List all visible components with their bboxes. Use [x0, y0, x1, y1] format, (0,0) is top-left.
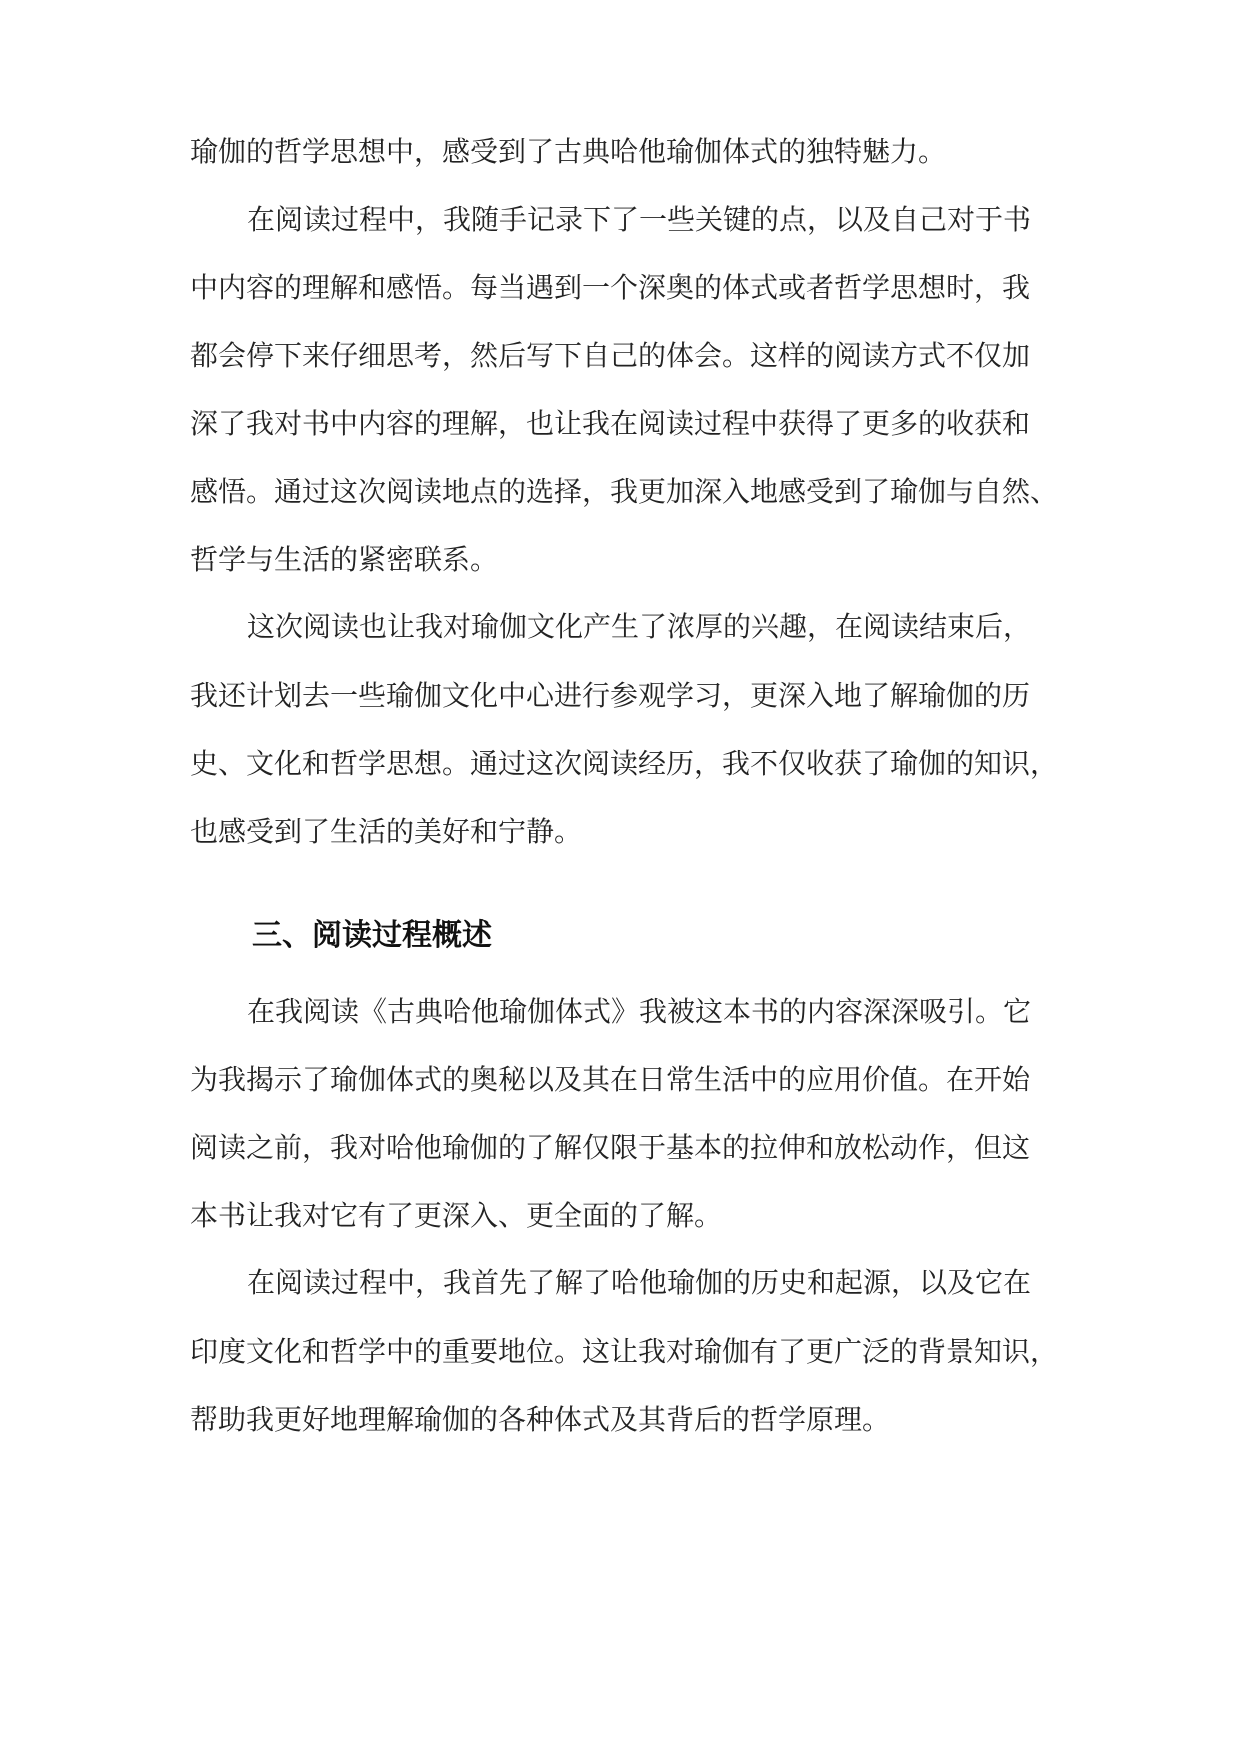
text-line: 在阅读过程中，我随手记录下了一些关键的点，以及自己对于书	[247, 203, 1032, 236]
text-line: 在阅读过程中，我首先了解了哈他瑜伽的历史和起源，以及它在	[247, 1266, 1032, 1299]
text-line: 都会停下来仔细思考，然后写下自己的体会。这样的阅读方式不仅加	[190, 339, 1031, 372]
text-line: 我还计划去一些瑜伽文化中心进行参观学习，更深入地了解瑜伽的历	[190, 679, 1031, 712]
text-line: 史、文化和哲学思想。通过这次阅读经历，我不仅收获了瑜伽的知识，	[190, 747, 1059, 780]
text-line: 中内容的理解和感悟。每当遇到一个深奥的体式或者哲学思想时，我	[190, 271, 1031, 304]
section-heading: 三、阅读过程概述	[252, 918, 492, 953]
text-line: 本书让我对它有了更深入、更全面的了解。	[190, 1199, 723, 1232]
text-line: 感悟。通过这次阅读地点的选择，我更加深入地感受到了瑜伽与自然、	[190, 475, 1059, 508]
text-line: 哲学与生活的紧密联系。	[190, 543, 499, 576]
text-line: 印度文化和哲学中的重要地位。这让我对瑜伽有了更广泛的背景知识，	[190, 1335, 1059, 1368]
text-line: 帮助我更好地理解瑜伽的各种体式及其背后的哲学原理。	[190, 1403, 891, 1436]
text-line: 在我阅读《古典哈他瑜伽体式》我被这本书的内容深深吸引。它	[247, 995, 1032, 1028]
text-line: 为我揭示了瑜伽体式的奥秘以及其在日常生活中的应用价值。在开始	[190, 1063, 1031, 1096]
text-line: 瑜伽的哲学思想中，感受到了古典哈他瑜伽体式的独特魅力。	[190, 135, 947, 168]
text-line: 也感受到了生活的美好和宁静。	[190, 815, 583, 848]
text-line: 阅读之前，我对哈他瑜伽的了解仅限于基本的拉伸和放松动作，但这	[190, 1131, 1031, 1164]
text-line: 这次阅读也让我对瑜伽文化产生了浓厚的兴趣，在阅读结束后，	[247, 610, 1032, 643]
text-line: 深了我对书中内容的理解，也让我在阅读过程中获得了更多的收获和	[190, 407, 1031, 440]
